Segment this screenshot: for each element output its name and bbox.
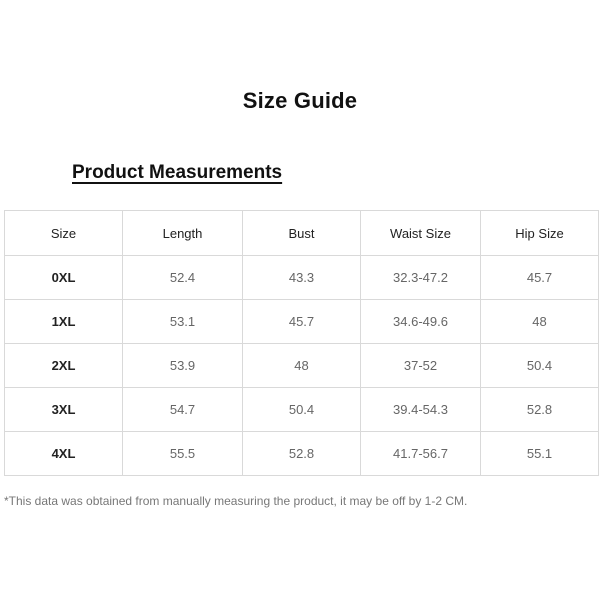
size-cell: 1XL — [5, 300, 123, 344]
column-header: Hip Size — [481, 211, 599, 256]
column-header: Waist Size — [361, 211, 481, 256]
length-cell: 53.9 — [123, 344, 243, 388]
table-row — [5, 256, 599, 300]
bust-cell: 52.8 — [243, 432, 361, 476]
waist-cell: 34.6-49.6 — [361, 300, 481, 344]
hip-cell: 45.7 — [481, 256, 599, 300]
table-row — [5, 388, 599, 432]
section-title: Product Measurements — [72, 162, 283, 183]
waist-cell: 32.3-47.2 — [361, 256, 481, 300]
waist-cell: 41.7-56.7 — [361, 432, 481, 476]
length-cell: 55.5 — [123, 432, 243, 476]
hip-cell: 48 — [481, 300, 599, 344]
waist-cell: 39.4-54.3 — [361, 388, 481, 432]
hip-cell: 52.8 — [481, 388, 599, 432]
page-title: Size Guide — [242, 88, 358, 113]
column-header: Length — [123, 211, 243, 256]
hip-cell: 50.4 — [481, 344, 599, 388]
column-header: Bust — [243, 211, 361, 256]
bust-cell: 50.4 — [243, 388, 361, 432]
size-cell: 4XL — [5, 432, 123, 476]
size-table — [4, 210, 599, 476]
table-row — [5, 344, 599, 388]
size-cell: 2XL — [5, 344, 123, 388]
table-header-row — [5, 211, 599, 256]
size-cell: 3XL — [5, 388, 123, 432]
length-cell: 53.1 — [123, 300, 243, 344]
bust-cell: 45.7 — [243, 300, 361, 344]
length-cell: 54.7 — [123, 388, 243, 432]
hip-cell: 55.1 — [481, 432, 599, 476]
measurement-disclaimer: *This data was obtained from manually measuring the product, it may be off by 1-2 CM. — [4, 494, 468, 508]
column-header: Size — [5, 211, 123, 256]
length-cell: 52.4 — [123, 256, 243, 300]
table-row — [5, 432, 599, 476]
bust-cell: 43.3 — [243, 256, 361, 300]
bust-cell: 48 — [243, 344, 361, 388]
table-row — [5, 300, 599, 344]
size-cell: 0XL — [5, 256, 123, 300]
waist-cell: 37-52 — [361, 344, 481, 388]
